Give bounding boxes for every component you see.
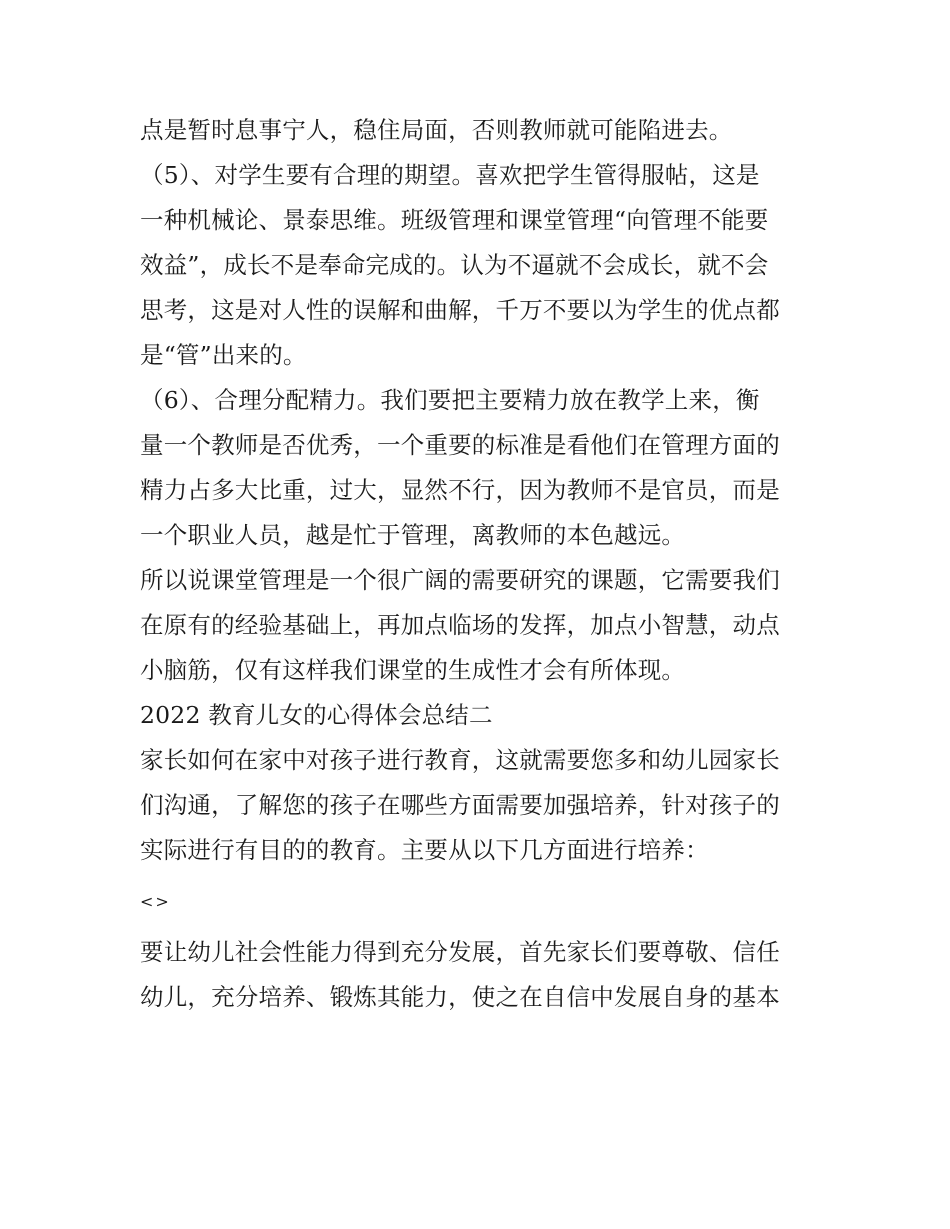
text-line: 家长如何在家中对孩子进行教育，这就需要您多和幼儿园家长 [140,746,780,774]
text-line: 点是暂时息事宁人，稳住局面，否则教师就可能陷进去。 [140,116,733,144]
text-line: 思考，这是对人性的误解和曲解，千万不要以为学生的优点都 [140,296,780,324]
text-line: 一个职业人员，越是忙于管理，离教师的本色越远。 [140,521,686,549]
text-line: 所以说课堂管理是一个很广阔的需要研究的课题，它需要我们 [140,566,780,594]
text-line: 要让幼儿社会性能力得到充分发展，首先家长们要尊敬、信任 [140,938,780,966]
text-line: 量一个教师是否优秀，一个重要的标准是看他们在管理方面的 [140,431,780,459]
section-heading: 2022 教育儿女的心得体会总结二 [140,701,493,729]
text-line: 一种机械论、景泰思维。班级管理和课堂管理“向管理不能要 [140,206,769,234]
text-line: （6）、合理分配精力。我们要把主要精力放在教学上来，衡 [140,386,760,414]
text-line: （5）、对学生要有合理的期望。喜欢把学生管得服帖，这是 [140,161,760,189]
text-line: 小脑筋，仅有这样我们课堂的生成性才会有所体现。 [140,656,686,684]
text-line: 实际进行有目的的教育。主要从以下几方面进行培养： [140,836,709,864]
placeholder-marker: <> [140,892,171,911]
text-line: 们沟通，了解您的孩子在哪些方面需要加强培养，针对孩子的 [140,791,780,819]
text-line: 在原有的经验基础上，再加点临场的发挥，加点小智慧，动点 [140,611,780,639]
document-body [140,108,820,1020]
text-line: 效益”，成长不是奉命完成的。认为不逼就不会成长，就不会 [140,251,769,279]
text-line: 是“管”出来的。 [140,341,307,369]
text-line: 精力占多大比重，过大，显然不行，因为教师不是官员，而是 [140,476,780,504]
text-line: 幼儿，充分培养、锻炼其能力，使之在自信中发展自身的基本 [140,983,780,1011]
